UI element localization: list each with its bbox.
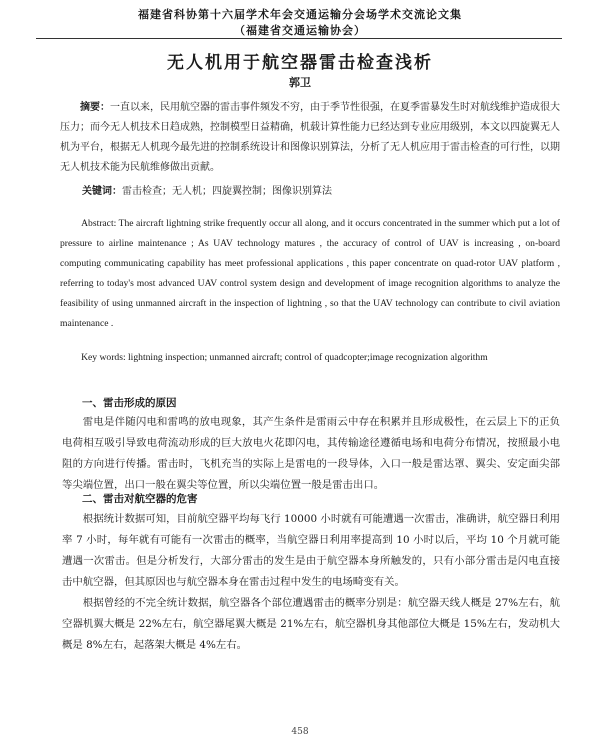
proceedings-header: 福建省科协第十六届学术年会交通运输分会场学术交流论文集 <box>138 8 462 21</box>
section-1-heading: 一、雷击形成的原因 <box>82 397 177 409</box>
section-2-heading: 二、雷击对航空器的危害 <box>82 493 198 505</box>
abstract-cn <box>60 98 560 178</box>
page-number: 458 <box>291 727 309 737</box>
abstract-cn-label: 摘要： <box>80 102 110 113</box>
keywords-cn-label: 关键词： <box>82 186 122 197</box>
keywords-en <box>60 348 560 368</box>
abstract-en-text: The aircraft lightning strike frequently occur all along, and it occurs concentrated in the summer which put a lot of pressure to airline maintenance ; As UAV technology matures , the accuracy of control of UAV is increasing , on-board computing communicating capability has meet professional applications , this paper concentrate on quad-rotor UAV platform , referring to today's most advanced UAV control system design and development of image recognition algorithms to analyze the feasibility of using unmanned aircraft in the inspection of lightning , so that the UAV technology can contribute to civil aviation maintenance . <box>60 218 560 329</box>
abstract-cn-text: 一直以来，民用航空器的雷击事件频发不穷，由于季节性很强，在夏季雷暴发生时对航线维护造成很大压力；而今无人机技术日趋成熟，控制模型日益精确，机载计算性能力已经达到专业应用级别，本文以四旋翼无人机为平台，根据无人机现今最先进的控制系统设计和图像识别算法，分析了无人机应用于雷击检查的可行性，以期无人机技术能为民航维修做出贡献。 <box>60 102 560 173</box>
keywords-cn-text: 雷击检查；无人机；四旋翼控制；图像识别算法 <box>122 186 332 197</box>
keywords-en-text: lightning inspection; unmanned aircraft; control of quadcopter;image recognization algorithm <box>128 352 488 363</box>
paper-author: 郭卫 <box>289 76 311 89</box>
proceedings-organizer: （福建省交通运输协会） <box>234 24 366 37</box>
abstract-en <box>60 214 560 334</box>
abstract-en-label: Abstract: <box>81 218 117 229</box>
section-2-paragraph-2: 根据曾经的不完全统计数据，航空器各个部位遭遇雷击的概率分别是：航空器天线人概是 27%左右，航空器机翼大概是 22%左右，航空器尾翼大概是 21%左右，航空器机身其他部位大概是 15%左右，发动机大概是 8%左右，起落架大概是 4%左右。 <box>62 597 560 651</box>
section-1-paragraph: 雷电是伴随闪电和雷鸣的放电现象，其产生条件是雷雨云中存在积累并且形成极性，在云层上下的正负电荷相互吸引导致电荷流动形成的巨大放电火花即闪电，其传输途径遵循电场和电荷分布情况，按照最小电阻的方向进行传播。雷击时，飞机充当的实际上是雷电的一段导体，入口一般是雷达罩、翼尖、安定面尖部等尖端位置，出口一般在翼尖等位置，所以尖端位置一般是雷击出口。 <box>62 416 560 491</box>
header-divider <box>36 38 562 39</box>
keywords-en-label: Key words: <box>81 352 126 363</box>
section-2-paragraph-1: 根据统计数据可知，目前航空器平均每飞行 10000 小时就有可能遭遇一次雷击，准确讲，航空器日利用率 7 小时，每年就有可能有一次雷击的概率，当航空器日利用率提高到 10 小时以后，平均 10 个月就可能遭遇一次雷击。但是分析发行，大部分雷击的发生是由于航空器本身所触发的，只有小部分雷击是闪电直接击中航空器，但其原因也与航空器本身在雷击过程中发生的电场畸变有关。 <box>62 513 560 588</box>
keywords-cn <box>82 182 560 202</box>
paper-title: 无人机用于航空器雷击检查浅析 <box>167 53 433 73</box>
